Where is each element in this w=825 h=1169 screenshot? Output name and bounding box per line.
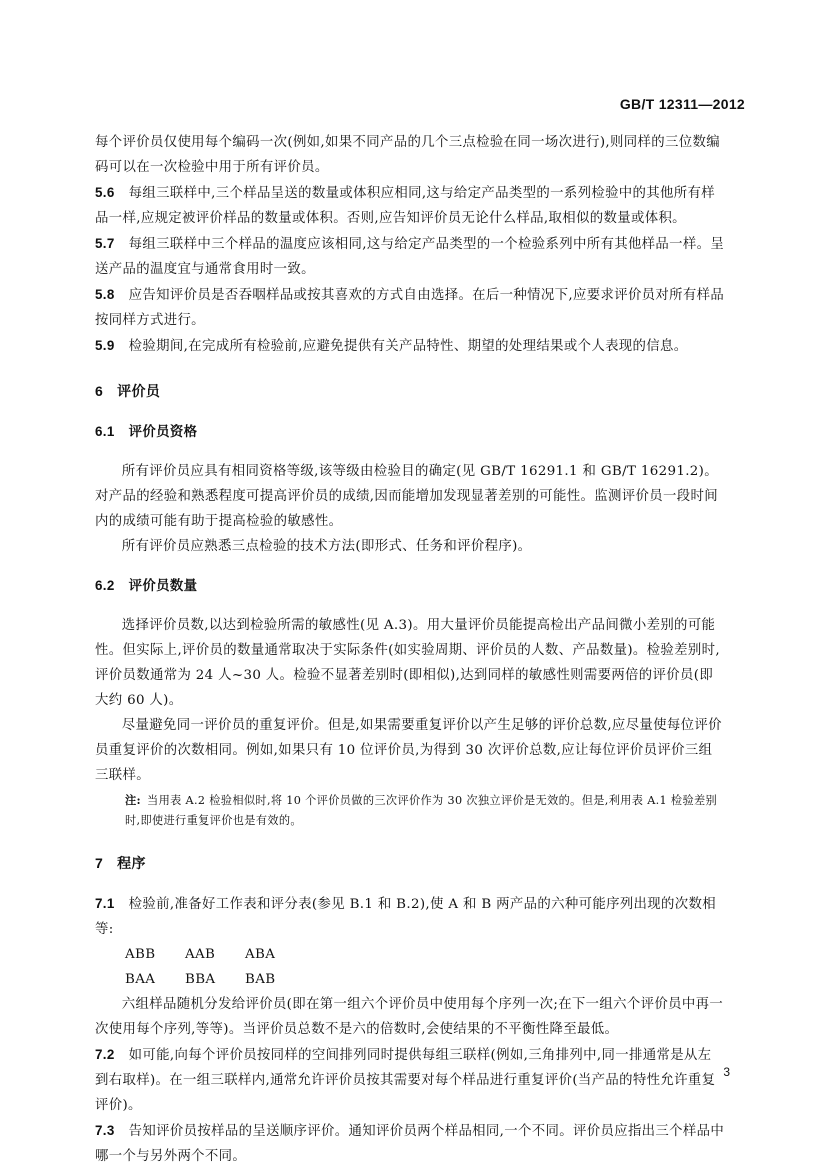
section-heading-6-2: [95, 573, 725, 599]
section-heading-7: [95, 851, 725, 877]
clause-number: 5.8: [95, 287, 115, 302]
clause-text: 每组三联样中,三个样品呈送的数量或体积应相同,这与给定产品类型的一系列检验中的其他所有样品一样,应规定被评价样品的数量或体积。否则,应告知评价员无论什么样品,取相似的数量或体积。: [95, 186, 715, 226]
section-heading-6-1: [95, 419, 725, 445]
section-number: 6: [95, 383, 104, 399]
section-title: 评价员: [117, 384, 161, 400]
sequence-row: [95, 942, 725, 967]
paragraph-6-2-a: 选择评价员数,以达到检验所需的敏感性(见 A.3)。用大量评价员能提高检出产品间微小差别的可能性。但实际上,评价员的数量通常取决于实际条件(如实验周期、评价员的人数、产品数量)。检验差别时,评价员数通常为 24 人~30 人。检验不显著差别时(即相似),达到同样的敏感性则需要两倍的评价员(即大约 60 人)。: [95, 618, 720, 708]
paragraph-6-2-b: 尽量避免同一评价员的重复评价。但是,如果需要重复评价以产生足够的评价总数,应尽量使每位评价员重复评价的次数相同。例如,如果只有 10 位评价员,为得到 30 次评价总数,应让每位评价员评价三组三联样。: [95, 718, 722, 783]
clause-number: 5.9: [95, 338, 115, 353]
section-title: 评价员数量: [128, 579, 198, 594]
clause-number: 7.3: [95, 1123, 115, 1138]
clause-text: 告知评价员按样品的呈送顺序评价。通知评价员两个样品相同,一个不同。评价员应指出三个样品中哪一个与另外两个不同。: [95, 1124, 725, 1164]
sequence-item: BAB: [245, 972, 276, 987]
section-title: 程序: [117, 856, 146, 872]
clause-7-2: [95, 1042, 725, 1118]
paragraph-6-1-b: 所有评价员应熟悉三点检验的技术方法(即形式、任务和评价程序)。: [121, 539, 532, 554]
clause-text: 如可能,向每个评价员按同样的空间排列同时提供每组三联样(例如,三角排列中,同一排通常是从左到右取样)。在一组三联样内,通常允许评价员按其需要对每个样品进行重复评价(当产品的特性允许重复评价)。: [95, 1048, 716, 1113]
paragraph-6-1-a: 所有评价员应具有相同资格等级,该等级由检验目的确定(见 GB/T 16291.1 和 GB/T 16291.2)。对产品的经验和熟悉程度可提高评价员的成绩,因而能增加发现显著差别的可能性。监测评价员一段时间内的成绩可能有助于提高检验的敏感性。: [95, 464, 718, 529]
sequence-item: ABB: [125, 947, 156, 962]
standard-code: GB/T 12311—2012: [619, 96, 745, 112]
note: [95, 790, 725, 831]
clause-7-1: [95, 891, 725, 942]
clause-text: 每组三联样中三个样品的温度应该相同,这与给定产品类型的一个检验系列中所有其他样品一样。呈送产品的温度宜与通常食用时一致。: [95, 237, 725, 277]
section-number: 6.1: [95, 424, 115, 439]
clause-5-9: [95, 333, 725, 359]
clause-number: 5.7: [95, 236, 115, 251]
sequence-item: BAA: [125, 972, 156, 987]
clause-text: 应告知评价员是否吞咽样品或按其喜欢的方式自由选择。在后一种情况下,应要求评价员对所有样品按同样方式进行。: [95, 288, 725, 328]
note-label: 注:: [125, 793, 142, 807]
clause-number: 7.1: [95, 896, 115, 911]
section-heading-6: [95, 379, 725, 405]
document-body: [95, 130, 725, 1169]
clause-5-8: [95, 282, 725, 333]
paragraph-7-1-after: 六组样品随机分发给评价员(即在第一组六个评价员中使用每个序列一次;在下一组六个评价员中再一次使用每个序列,等等)。当评价员总数不是六的倍数时,会使结果的不平衡性降至最低。: [95, 997, 724, 1037]
clause-number: 7.2: [95, 1047, 115, 1062]
clause-text: 检验前,准备好工作表和评分表(参见 B.1 和 B.2),使 A 和 B 两产品的六种可能序列出现的次数相等:: [95, 897, 717, 937]
clause-5-7: [95, 231, 725, 282]
sequence-item: AAB: [185, 947, 216, 962]
clause-5-6: [95, 180, 725, 231]
note-text: 当用表 A.2 检验相似时,将 10 个评价员做的三次评价作为 30 次独立评价是无效的。但是,利用表 A.1 检验差别时,即使进行重复评价也是有效的。: [125, 794, 718, 827]
section-number: 6.2: [95, 578, 115, 593]
page-number: 3: [723, 1065, 730, 1079]
clause-7-3: [95, 1118, 725, 1169]
sequence-row: [95, 967, 725, 992]
sequence-item: ABA: [245, 947, 276, 962]
section-number: 7: [95, 855, 104, 871]
paragraph-5-5-continued: 每个评价员仅使用每个编码一次(例如,如果不同产品的几个三点检验在同一场次进行),则同样的三位数编码可以在一次检验中用于所有评价员。: [95, 135, 720, 175]
section-title: 评价员资格: [128, 425, 198, 440]
clause-number: 5.6: [95, 185, 115, 200]
sequence-item: BBA: [185, 972, 216, 987]
clause-text: 检验期间,在完成所有检验前,应避免提供有关产品特性、期望的处理结果或个人表现的信息。: [128, 339, 688, 354]
